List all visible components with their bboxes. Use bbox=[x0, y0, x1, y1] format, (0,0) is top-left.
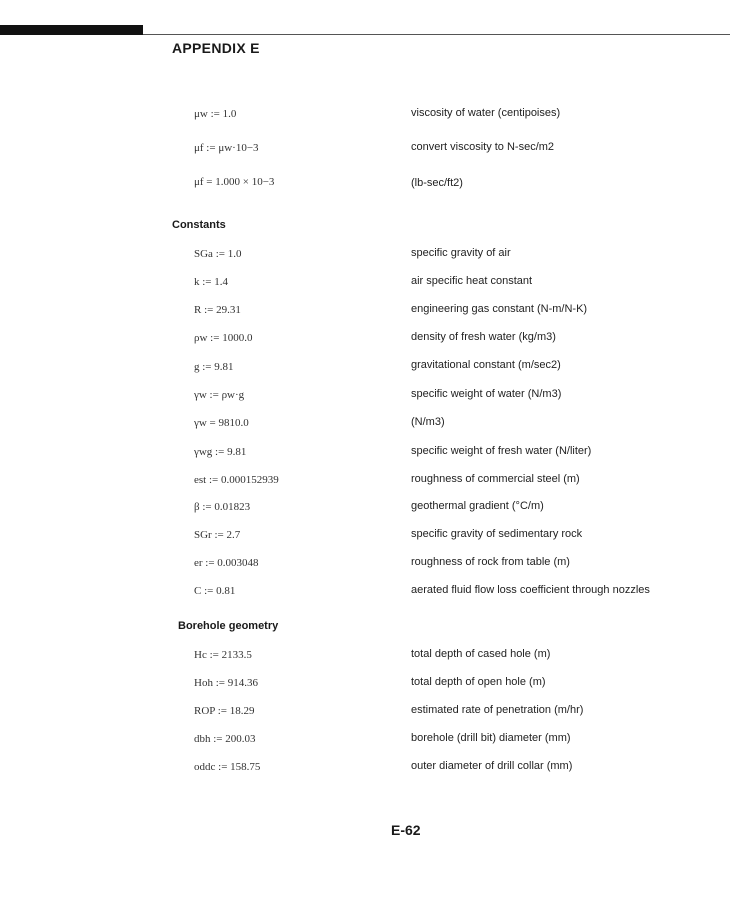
equation-description: roughness of rock from table (m) bbox=[411, 556, 570, 568]
section-heading-constants: Constants bbox=[172, 219, 226, 231]
equation: γwg := 9.81 bbox=[194, 446, 247, 458]
equation-description: gravitational constant (m/sec2) bbox=[411, 359, 561, 371]
equation: SGr := 2.7 bbox=[194, 529, 241, 541]
equation-description: aerated fluid flow loss coefficient through nozzles bbox=[411, 584, 650, 596]
header-rule bbox=[143, 34, 730, 35]
equation-description: estimated rate of penetration (m/hr) bbox=[411, 704, 584, 716]
equation: ROP := 18.29 bbox=[194, 705, 255, 717]
equation-description: borehole (drill bit) diameter (mm) bbox=[411, 732, 571, 744]
equation: μf = 1.000 × 10−3 bbox=[194, 176, 275, 188]
equation: Hoh := 914.36 bbox=[194, 677, 258, 689]
appendix-title: APPENDIX E bbox=[172, 40, 260, 56]
page-number: E-62 bbox=[391, 822, 421, 838]
equation-description: convert viscosity to N-sec/m2 bbox=[411, 141, 555, 153]
equation: SGa := 1.0 bbox=[194, 248, 242, 260]
equation: est := 0.000152939 bbox=[194, 474, 279, 486]
equation: β := 0.01823 bbox=[194, 501, 251, 513]
equation-description: specific gravity of air bbox=[411, 247, 511, 259]
equation: R := 29.31 bbox=[194, 304, 241, 316]
section-heading-borehole-geometry: Borehole geometry bbox=[178, 620, 279, 632]
equation: μw := 1.0 bbox=[194, 108, 237, 120]
equation: γw := ρw·g bbox=[194, 389, 245, 401]
equation-description: total depth of cased hole (m) bbox=[411, 648, 551, 660]
equation: Hc := 2133.5 bbox=[194, 649, 252, 661]
equation-description: viscosity of water (centipoises) bbox=[411, 107, 561, 119]
equation-description: roughness of commercial steel (m) bbox=[411, 473, 580, 485]
equation: k := 1.4 bbox=[194, 276, 229, 288]
equation: ρw := 1000.0 bbox=[194, 332, 253, 344]
equation-description: total depth of open hole (m) bbox=[411, 676, 546, 688]
equation: μf := μw·10−3 bbox=[194, 142, 259, 154]
equation-description: engineering gas constant (N-m/N-K) bbox=[411, 303, 588, 315]
equation-description: (N/m3) bbox=[411, 416, 445, 428]
equation-description: specific gravity of sedimentary rock bbox=[411, 528, 583, 540]
equation: γw = 9810.0 bbox=[194, 417, 249, 429]
equation-description: outer diameter of drill collar (mm) bbox=[411, 760, 573, 772]
equation: g := 9.81 bbox=[194, 361, 234, 373]
header-bar bbox=[0, 25, 143, 35]
equation: dbh := 200.03 bbox=[194, 733, 256, 745]
equation-description: density of fresh water (kg/m3) bbox=[411, 331, 556, 343]
equation-description: geothermal gradient (°C/m) bbox=[411, 500, 544, 512]
equation-description: air specific heat constant bbox=[411, 275, 533, 287]
equation-description: specific weight of water (N/m3) bbox=[411, 388, 562, 400]
equation-description: specific weight of fresh water (N/liter) bbox=[411, 445, 592, 457]
equation: oddc := 158.75 bbox=[194, 761, 261, 773]
equation: er := 0.003048 bbox=[194, 557, 259, 569]
equation-description: (lb-sec/ft2) bbox=[411, 177, 463, 189]
equation: C := 0.81 bbox=[194, 585, 236, 597]
